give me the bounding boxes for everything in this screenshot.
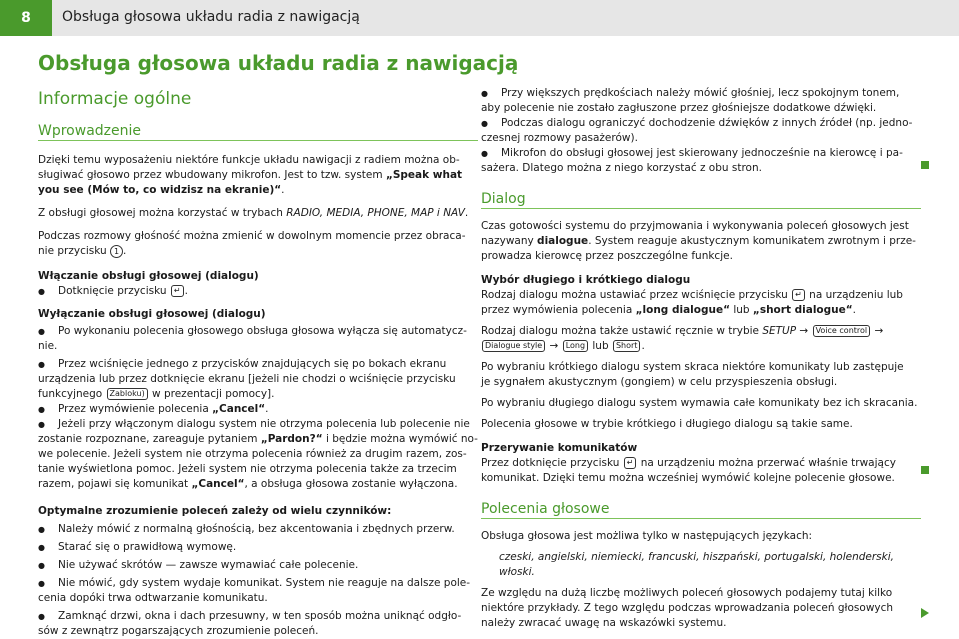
list-item-continued: aby polecenie nie zostało zagłuszone przez głośniejsze dodatkowe dźwięki. bbox=[481, 102, 877, 114]
interrupt-paragraph: Przez dotknięcie przycisku ↵ na urządzeniu można przerwać właśnie trwający komunikat. Dzięki temu można wcześniej wymówić kolejne polecenie głosowe. bbox=[481, 457, 896, 484]
dialog-paragraph: Czas gotowości systemu do przyjmowania i wykonywania poleceń głosowych jest nazywany dialogue. System reaguje akustycznym komunikatem zwrotnym i prze- prowadza kierowcę przez poszczególne funkcje. bbox=[481, 220, 916, 262]
list-item: ● Mikrofon do obsługi głosowej jest skierowany jednocześnie na kierowcę i pa- bbox=[481, 146, 921, 161]
short-key: Short bbox=[613, 340, 640, 352]
long-key: Long bbox=[563, 340, 588, 352]
commands-paragraph-1: Obsługa głosowa jest możliwa tylko w następujących językach: bbox=[481, 530, 813, 542]
list-item: ● Po wykonaniu polecenia głosowego obsługa głosowa wyłącza się automatycz- bbox=[38, 324, 478, 339]
page-number: 8 bbox=[0, 0, 52, 36]
list-item-continued: nie. bbox=[38, 340, 58, 352]
section-subtitle: Informacje ogólne bbox=[38, 89, 192, 109]
commands-paragraph-2: Ze względu na dużą liczbę możliwych poleceń głosowych podajemy tutaj kilko niektóre przykłady. Z tego względu podczas wprowadzania poleceń głosowych należy zwracać uwagę na wskazówki systemu. bbox=[481, 587, 894, 629]
list-item: ● Zamknąć drzwi, okna i dach przesuwny, w ten sposób można uniknąć odgło- bbox=[38, 609, 478, 624]
list-item-continued: urządzenia lub przez dotknięcie ekranu [jeżeli nie chodzi o wciśnięcie przycisku funkcyjnego Zabloku) w prezentacji pomocy]. bbox=[38, 373, 456, 400]
knob-1-reference: 1 bbox=[110, 245, 123, 258]
length-paragraph-4: Po wybraniu długiego dialogu system wymawia całe komunikaty bez ich skracania. bbox=[481, 397, 918, 409]
list-item: ● Przez wciśnięcie jednego z przycisków znajdujących się po bokach ekranu bbox=[38, 357, 478, 372]
list-item-continued: czesnej rozmowy pasażerów). bbox=[481, 132, 638, 144]
dialogue-style-key: Dialogue style bbox=[482, 340, 545, 352]
length-paragraph-3: Po wybraniu krótkiego dialogu system skraca niektóre komunikaty lub zastępuje je sygnałem akustycznym (gongiem) w celu przyspieszenia obsługi. bbox=[481, 361, 904, 388]
list-item: ● Podczas dialogu ograniczyć dochodzenie dźwięków z innych źródeł (np. jedno- bbox=[481, 116, 921, 131]
heading-wprowadzenie: Wprowadzenie bbox=[38, 122, 478, 141]
section-end-mark bbox=[921, 161, 929, 169]
list-item: ● Przez wymówienie polecenia „Cancel“. bbox=[38, 402, 478, 417]
length-paragraph-2: Rodzaj dialogu można także ustawić ręcznie w trybie SETUP → Voice control → Dialogue style → Long lub Short . bbox=[481, 325, 884, 352]
languages-list: czeski, angielski, niemiecki, francuski, hiszpański, portugalski, holenderski, włoski. bbox=[499, 551, 894, 578]
heading-optimal: Optymalne zrozumienie poleceń zależy od wielu czynników: bbox=[38, 505, 392, 517]
list-item: ● Starać się o prawidłową wymowę. bbox=[38, 540, 478, 555]
right-column bbox=[481, 86, 921, 631]
volume-paragraph: Podczas rozmowy głośność można zmienić w dowolnym momencie przez obraca- nie przycisku 1 . bbox=[38, 230, 466, 257]
heading-dialog: Dialog bbox=[481, 190, 921, 209]
heading-turn-on: Włączanie obsługi głosowej (dialogu) bbox=[38, 270, 259, 282]
list-item-continued: sażera. Dlatego można z niego korzystać z obu stron. bbox=[481, 162, 762, 174]
talk-button-icon: ↵ bbox=[171, 285, 184, 297]
list-item-continued: cenia dopóki trwa odtwarzanie komunikatu. bbox=[38, 592, 268, 604]
heading-turn-off: Wyłączanie obsługi głosowej (dialogu) bbox=[38, 308, 266, 320]
heading-dialog-length: Wybór długiego i krótkiego dialogu bbox=[481, 274, 691, 286]
list-item-continued: zostanie rozpoznane, zareaguje pytaniem „Pardon?“ i będzie można wymówić no- we polecenie. Jeżeli system nie otrzyma polecenia również za drugim razem, zos- tanie wyświetlona pomoc. Jeżeli system nie otrzyma polecenia także za trzecim razem, pojawi się komunikat „Cancel“, a obsługa głosowa zostanie wyłączona. bbox=[38, 433, 478, 490]
list-item: ● Nie mówić, gdy system wydaje komunikat. System nie reaguje na dalsze pole- bbox=[38, 576, 478, 591]
heading-interrupt: Przerywanie komunikatów bbox=[481, 442, 638, 454]
list-item: ● Jeżeli przy włączonym dialogu system nie otrzyma polecenia lub polecenie nie bbox=[38, 417, 478, 432]
running-title: Obsługa głosowa układu radia z nawigacją bbox=[62, 9, 360, 25]
list-item-continued: sów z zewnątrz pogarszających zrozumienie poleceń. bbox=[38, 625, 319, 637]
modes-paragraph: Z obsługi głosowej można korzystać w trybach RADIO, MEDIA, PHONE, MAP i NAV. bbox=[38, 207, 469, 219]
talk-button-icon: ↵ bbox=[792, 289, 805, 301]
talk-button-icon: ↵ bbox=[624, 457, 637, 469]
page-title: Obsługa głosowa układu radia z nawigacją bbox=[38, 51, 519, 75]
voice-control-key: Voice control bbox=[813, 325, 871, 337]
length-paragraph-5: Polecenia głosowe w trybie krótkiego i długiego dialogu są takie same. bbox=[481, 418, 853, 430]
list-item: ● Należy mówić z normalną głośnością, bez akcentowania i zbędnych przerw. bbox=[38, 522, 478, 537]
left-column bbox=[38, 122, 478, 639]
continue-arrow-icon bbox=[921, 608, 929, 618]
list-item: ● Nie używać skrótów — zawsze wymawiać całe polecenie. bbox=[38, 558, 478, 573]
list-item: ● Dotknięcie przycisku ↵ . bbox=[38, 284, 478, 299]
section-end-mark bbox=[921, 466, 929, 474]
intro-paragraph: Dzięki temu wyposażeniu niektóre funkcje układu nawigacji z radiem można ob- sługiwać głosowo przez wbudowany mikrofon. Jest to tzw. system „Speak what you see (Mów to, co widzisz na ekranie)“. bbox=[38, 154, 463, 196]
function-key-label: Zabloku) bbox=[107, 388, 148, 400]
heading-voice-commands: Polecenia głosowe bbox=[481, 500, 921, 519]
list-item: ● Przy większych prędkościach należy mówić głośniej, lecz spokojnym tonem, bbox=[481, 86, 921, 101]
length-paragraph-1: Rodzaj dialogu można ustawiać przez wciśnięcie przycisku ↵ na urządzeniu lub przez wymówienia polecenia „long dialogue“ lub „short dialogue“. bbox=[481, 289, 903, 316]
